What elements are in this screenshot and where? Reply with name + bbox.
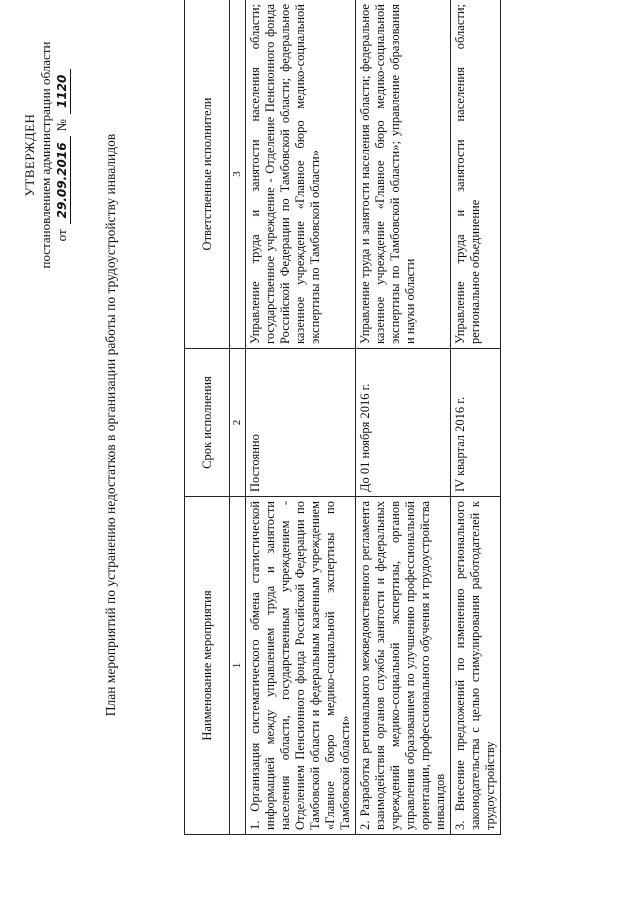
column-number: 3 (230, 0, 246, 349)
table-row (246, 0, 356, 835)
date-prefix: от (54, 229, 69, 242)
deadline-cell: Постоянно (246, 349, 356, 497)
measure-cell: 1. Организация систематического обмена статистической информацией между управлением труда и занятости населения области, государственным учреждением - Отделением Пенсионного фонда Российской Федерации по Тамбовской области и федеральным казенным учреждением «Главное бюро медико-социальной экспертизы по Тамбовской области» (246, 497, 356, 835)
table-row (356, 0, 451, 835)
number-prefix: № (54, 119, 69, 132)
executors-cell: Управление труда и занятости населения области; государственное учреждение - Отделение Пенсионного фонда Российской Федерации по Тамбовской области; федеральное казенное учреждение «Главное бюро медико-социальной экспертизы по Тамбовской области» (246, 0, 356, 349)
approval-decree: постановлением администрации области (38, 41, 53, 269)
header-deadline: Срок исполнения (185, 349, 230, 497)
measure-cell: 3. Внесение предложений по изменению регионального законодательства с целью стимулирования работодателей к трудоустройству (451, 497, 501, 835)
measure-cell: 2. Разработка регионального межведомственного регламента взаимодействия органов службы занятости и федеральных учреждений медико-социальной экспертизы, органов управления образованием по улучшению профессиональной ориентации, профессионального обучения и трудоустройства инвалидов (356, 497, 451, 835)
approval-stamp (22, 5, 71, 305)
approval-heading: УТВЕРЖДЕН (22, 113, 37, 197)
approval-number: 1120 (54, 69, 71, 114)
column-number: 2 (230, 349, 246, 497)
deadline-cell: IV квартал 2016 г. (451, 349, 501, 497)
table-header-row (185, 0, 230, 835)
approval-date: 29.09.2016 (54, 136, 71, 224)
deadline-cell: До 01 ноября 2016 г. (356, 349, 451, 497)
plan-title: План мероприятий по устранению недостатков в организации работы по трудоустройству инвалидов (103, 133, 118, 717)
approval-date-line (54, 5, 71, 305)
header-executors: Ответственные исполнители (185, 0, 230, 349)
executors-cell: Управление труда и занятости населения области; федеральное казенное учреждение «Главное бюро медико-социальной экспертизы по Тамбовской области»; управление образования и науки области (356, 0, 451, 349)
table-row (451, 0, 501, 835)
column-number-row (230, 0, 246, 835)
header-measure: Наименование мероприятия (185, 497, 230, 835)
executors-cell: Управление труда и занятости населения области; региональное объединение (451, 0, 501, 349)
column-number: 1 (230, 497, 246, 835)
plan-table (184, 0, 501, 835)
